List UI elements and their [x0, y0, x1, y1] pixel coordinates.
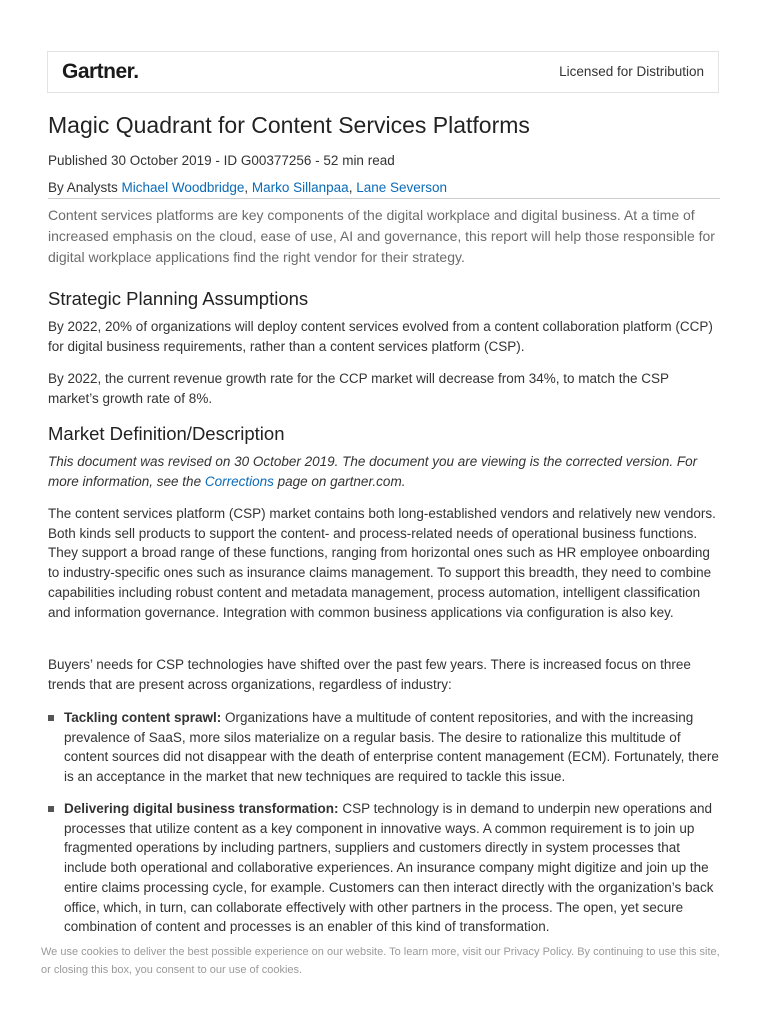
cookie-notice-text: We use cookies to deliver the best possible experience on our website. To learn more, visit our Privacy Policy. By continuing to use this site, or closing this box, you consent to our use of cookies. — [41, 946, 720, 976]
publication-info: Published 30 October 2019 - ID G00377256 - 52 min read — [48, 153, 395, 168]
corrections-link[interactable]: Corrections — [204, 473, 274, 489]
analysts-line — [48, 180, 447, 195]
analyst-link-woodbridge[interactable]: Michael Woodbridge — [121, 180, 245, 195]
list-item — [48, 799, 720, 937]
list-item-body: CSP technology is in demand to underpin new operations and processes that utilize content as a key component in innovative ways. A common requirement is to join up fragmented operations by including partners, suppliers and customers directly in system processes that include both operational and collaborative experiences. An insurance company might digitize and join up the entire claims processing cycle, for example. Customers can then interact directly with the organization’s back office, which, in turn, can collaborate effectively with other partners in the process. The open, yet secure combination of content and processes is an enabler of this kind of transformation. — [64, 801, 714, 935]
strategic-paragraph-1: By 2022, 20% of organizations will deploy content services evolved from a content collaboration platform (CCP) for digital business requirements, rather than a content services platform (CSP). — [48, 319, 713, 354]
list-item-text — [64, 708, 720, 787]
bullet-square-icon — [48, 806, 54, 812]
strategic-paragraph-2: By 2022, the current revenue growth rate for the CCP market will decrease from 34%, to match the CSP market’s growth rate of 8%. — [48, 371, 669, 406]
market-paragraph-1: The content services platform (CSP) market contains both long-established vendors and relatively new vendors. Both kinds sell products to support the content- and process-related needs of operational business functions. They support a broad range of these functions, ranging from horizontal ones such as HR employee onboarding to industry-specific ones such as insurance claims management. To support this breadth, they need to combine capabilities including robust content and metadata management, process automation, intelligent classification and information governance. Integration with common business applications via configuration is also key. — [48, 506, 716, 620]
cookie-banner[interactable] — [0, 935, 768, 1024]
list-item — [48, 708, 720, 787]
analyst-link-sillanpaa[interactable]: Marko Sillanpaa — [251, 180, 349, 195]
gartner-logo[interactable]: Gartner. — [62, 60, 139, 83]
revision-text-end: page on gartner.com. — [273, 473, 406, 489]
analysts-prefix: By Analysts — [48, 180, 122, 195]
summary: Content services platforms are key components of the digital workplace and digital business. At a time of increased emphasis on the cloud, ease of use, AI and governance, this report will help those responsible for digital workplace applications find the right vendor for their strategy. — [48, 207, 715, 265]
revision-text: This document was revised on 30 October 2019. The document you are viewing is the corrected version. For more information, see the — [48, 454, 698, 489]
heading-market-definition: Market Definition/Description — [48, 423, 285, 444]
site-header — [47, 51, 719, 93]
heading-strategic-planning: Strategic Planning Assumptions — [48, 288, 309, 309]
divider — [48, 198, 720, 199]
list-item-text — [64, 799, 720, 937]
market-paragraph-2: Buyers’ needs for CSP technologies have shifted over the past few years. There is increased focus on three trends that are present across organizations, regardless of industry: — [48, 657, 691, 692]
list-item-body: Organizations have a multitude of content repositories, and with the increasing prevalence of SaaS, more silos materialize on a regular basis. The desire to rationalize this multitude of content sources did not disappear with the death of enterprise content management (ECM). Fortunately, there is an acceptance in the market that new techniques are required to tackle this issue. — [64, 710, 719, 785]
revision-note — [48, 452, 720, 491]
list-item-lead: Delivering digital business transformation: — [64, 801, 339, 816]
analyst-separator: , — [348, 180, 357, 195]
analyst-link-severson[interactable]: Lane Severson — [356, 180, 448, 195]
analyst-separator: , — [244, 180, 252, 195]
list-item-lead: Tackling content sprawl: — [64, 710, 222, 725]
licensed-for-distribution: Licensed for Distribution — [559, 64, 704, 79]
page-title: Magic Quadrant for Content Services Platforms — [48, 112, 530, 138]
bullet-square-icon — [48, 715, 54, 721]
